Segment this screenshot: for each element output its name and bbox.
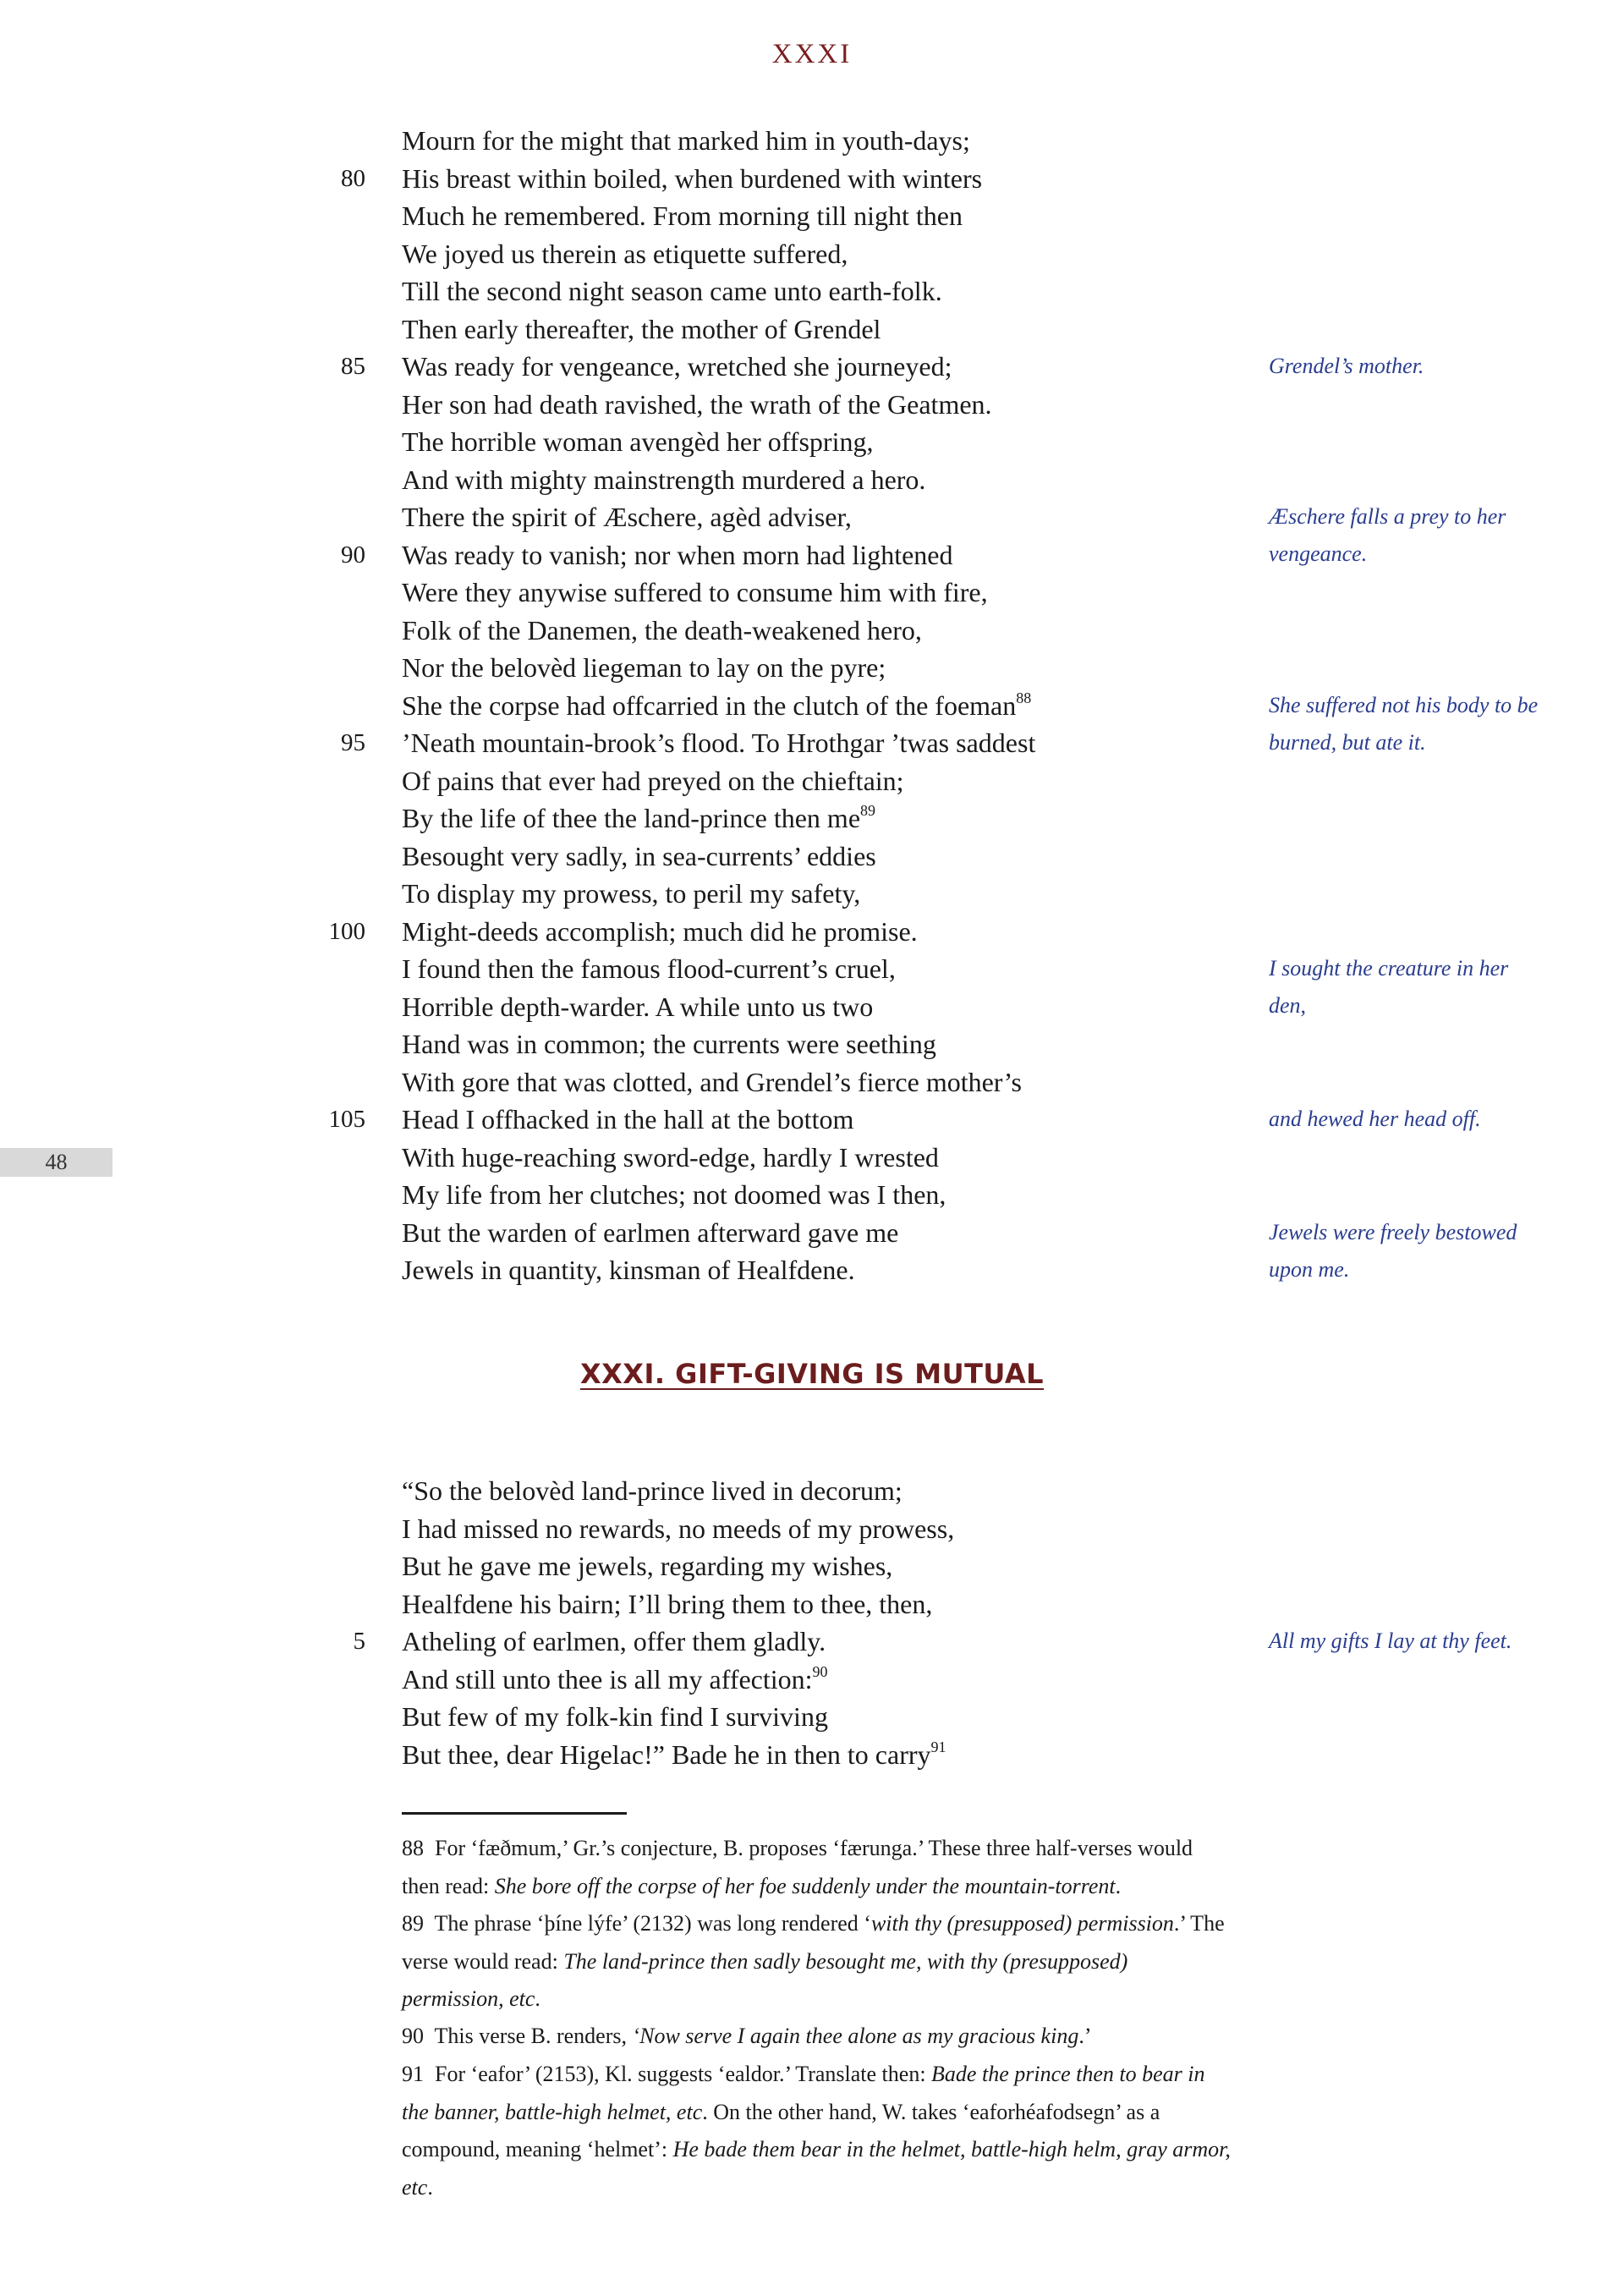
- marginal-gloss: and hewed her head off.: [1269, 1107, 1481, 1131]
- verse-line: [0, 762, 1624, 799]
- marginal-gloss: Jewels were freely bestowed upon me.: [1269, 1219, 1517, 1282]
- verse-text-content: My life from her clutches; not doomed was I then,: [402, 1179, 946, 1210]
- verse-text: [402, 1698, 828, 1735]
- verse-line: [0, 310, 1624, 348]
- footnote-text: For ‘fæðmum,’ Gr.’s conjecture, B. proposes ‘færunga.’ These three half-verses would then read:: [402, 1836, 1193, 1898]
- verse-text: [402, 612, 922, 649]
- verse-text: [402, 649, 886, 686]
- verse-text: [402, 461, 925, 498]
- verse-text: [402, 988, 873, 1025]
- verse-text: [402, 1139, 939, 1176]
- verse-text-content: “So the belovèd land-prince lived in decorum;: [402, 1475, 903, 1506]
- verse-text: [402, 1063, 1022, 1101]
- verse-text-content: Jewels in quantity, kinsman of Healfdene.: [402, 1255, 855, 1285]
- verse-text: [402, 1176, 946, 1213]
- line-number: 85: [341, 353, 365, 380]
- verse-text-content: I had missed no rewards, no meeds of my prowess,: [402, 1513, 955, 1544]
- footnote-end: .: [535, 1986, 540, 2011]
- verse-text-content: Nor the belovèd liegeman to lay on the pyre;: [402, 652, 886, 683]
- verse-text-content: Head I offhacked in the hall at the bottom: [402, 1104, 854, 1134]
- verse-text: [402, 1661, 828, 1698]
- verse-text-content: Much he remembered. From morning till night then: [402, 200, 963, 231]
- verse-text: [402, 536, 952, 574]
- footnote-marker[interactable]: 88: [1016, 689, 1032, 706]
- verse-text-content: Till the second night season came unto earth-folk.: [402, 276, 942, 306]
- footnote-90: [402, 2018, 1231, 2056]
- footnote-number: 91: [402, 2062, 424, 2086]
- verse-line: [0, 1063, 1624, 1101]
- verse-line: [0, 122, 1624, 159]
- verse-line: [0, 1139, 1624, 1176]
- footnote-italic: Bade the prince then to bear in the banner, battle-high helmet, etc: [402, 2062, 1205, 2124]
- footnote-italic: ‘Now serve I again thee alone as my gracious king: [632, 2024, 1079, 2048]
- line-number: 100: [328, 917, 365, 945]
- verse-line: [0, 160, 1624, 197]
- verse-text: [402, 1472, 903, 1509]
- verse-text: [402, 122, 970, 159]
- footnote-text: The phrase ‘þíne lýfe’ (2132) was long rendered ‘: [434, 1911, 871, 1936]
- footnote-89: [402, 1905, 1231, 2019]
- verse-text-content: Her son had death ravished, the wrath of the Geatmen.: [402, 388, 992, 420]
- verse-line: [0, 386, 1624, 423]
- verse-line: [0, 197, 1624, 234]
- verse-line: [0, 799, 1624, 837]
- verse-line: [0, 1176, 1624, 1213]
- verse-text: [402, 1214, 898, 1251]
- page-number: 48: [0, 1148, 112, 1177]
- verse-text-content: But the warden of earlmen afterward gave me: [402, 1217, 899, 1248]
- marginal-gloss: Grendel’s mother.: [1269, 354, 1424, 378]
- footnote-italic-2: He bade them bear in the helmet, battle-high helm, gray armor, etc: [402, 2137, 1231, 2200]
- marginal-gloss: Æschere falls a prey to her vengeance.: [1269, 504, 1506, 566]
- verse-text-content: Were they anywise suffered to consume him with fire,: [402, 577, 988, 607]
- verse-line: [0, 461, 1624, 498]
- verse-text-content: To display my prowess, to peril my safety,: [402, 878, 861, 909]
- verse-text: [402, 160, 982, 197]
- verse-line: [0, 1547, 1624, 1585]
- verse-text-content: Was ready for vengeance, wretched she journeyed;: [402, 351, 952, 382]
- verse-text: [402, 310, 881, 348]
- verse-line: [0, 1510, 1624, 1547]
- footnote-italic: with thy (presupposed) permission: [870, 1911, 1174, 1936]
- verse-text-content: I found then the famous flood-current’s cruel,: [402, 953, 896, 984]
- verse-text: [402, 875, 860, 912]
- footnote-text: For ‘eafor’ (2153), Kl. suggests ‘ealdor.’ Translate then:: [435, 2062, 932, 2086]
- verse-text-content: ’Neath mountain-brook’s flood. To Hrothgar ’twas saddest: [402, 728, 1036, 758]
- line-number: 80: [341, 164, 365, 192]
- footnote-end: .’: [1078, 2024, 1092, 2048]
- verse-text: [402, 1736, 946, 1773]
- footnote-end: .: [1115, 1873, 1122, 1898]
- verse-text-content: And still unto thee is all my affection:: [402, 1663, 813, 1695]
- verse-text: [402, 498, 852, 536]
- verse-text-content: Might-deeds accomplish; much did he promise.: [402, 915, 918, 947]
- footnote-91: [402, 2056, 1231, 2206]
- marginal-gloss: All my gifts I lay at thy feet.: [1269, 1629, 1512, 1653]
- verse-line: [0, 235, 1624, 272]
- verse-text-content: Healfdene his bairn; I’ll bring them to thee, then,: [402, 1588, 933, 1619]
- marginal-gloss: I sought the creature in her den,: [1269, 956, 1509, 1018]
- verse-text: [402, 950, 896, 987]
- verse-line: [0, 423, 1624, 460]
- footnote-italic-2: The land-prince then sadly besought me, with thy (presupposed) permission, etc: [402, 1948, 1128, 2011]
- footnote-italic: She bore off the corpse of her foe suddenly under the mountain-torrent: [494, 1873, 1116, 1898]
- line-number: 95: [341, 729, 365, 756]
- footnote-text: This verse B. renders,: [434, 2024, 633, 2048]
- footnote-marker[interactable]: 91: [930, 1738, 946, 1755]
- verse-text: [402, 348, 952, 385]
- footnote-number: 90: [402, 2024, 424, 2048]
- verse-text-content: Mourn for the might that marked him in youth-days;: [402, 125, 970, 156]
- verse-line: [0, 574, 1624, 611]
- verse-line: [0, 649, 1624, 686]
- verse-line: [0, 1025, 1624, 1063]
- verse-text-content: Atheling of earlmen, offer them gladly.: [402, 1626, 826, 1656]
- verse-text: [402, 1585, 932, 1623]
- verse-text-content: But few of my folk-kin find I surviving: [402, 1701, 828, 1732]
- line-number: 105: [328, 1106, 365, 1133]
- verse-text: [402, 913, 918, 950]
- verse-line: [0, 1698, 1624, 1735]
- verse-text-content: His breast within boiled, when burdened with winters: [402, 162, 983, 194]
- verse-line: [0, 875, 1624, 912]
- verse-text: [402, 724, 1035, 761]
- verse-text-content: Of pains that ever had preyed on the chieftain;: [402, 765, 904, 796]
- verse-line: [0, 838, 1624, 875]
- verse-text: [402, 1025, 936, 1063]
- verse-line: [0, 1736, 1624, 1773]
- verse-line: [0, 272, 1624, 310]
- verse-text: [402, 838, 876, 875]
- verse-text: [402, 386, 992, 423]
- verse-line: [0, 913, 1624, 950]
- verse-text-content: But thee, dear Higelac!” Bade he in then to carry: [402, 1738, 931, 1770]
- verse-text-content: With gore that was clotted, and Grendel’s fierce mother’s: [402, 1066, 1022, 1097]
- verse-text-content: And with mighty mainstrength murdered a hero.: [402, 464, 926, 495]
- footnote-number: 89: [402, 1911, 424, 1936]
- verse-text: [402, 197, 963, 234]
- marginal-gloss: She suffered not his body to be burned, but ate it.: [1269, 692, 1539, 755]
- verse-text-content: By the life of thee the land-prince then me: [402, 803, 861, 833]
- verse-text: [402, 1547, 892, 1585]
- verse-text: [402, 423, 873, 460]
- verse-text: [402, 799, 875, 837]
- verse-text: [402, 1510, 954, 1547]
- verse-text-content: The horrible woman avengèd her offspring,: [402, 426, 874, 457]
- verse-text: [402, 272, 942, 310]
- verse-text-content: She the corpse had offcarried in the clutch of the foeman: [402, 689, 1017, 721]
- section-heading: [0, 1358, 1624, 1390]
- footnote-mid: .’ The verse would read:: [402, 1911, 1225, 1974]
- footnote-end: .: [427, 2174, 433, 2200]
- verse-line: [0, 1661, 1624, 1698]
- verse-text-content: With huge-reaching sword-edge, hardly I wrested: [402, 1141, 939, 1173]
- verse-text: [402, 235, 848, 272]
- verse-line: [0, 612, 1624, 649]
- verse-text-content: Then early thereafter, the mother of Grendel: [402, 313, 881, 344]
- verse-line: [0, 1472, 1624, 1509]
- footnote-marker[interactable]: 90: [812, 1662, 828, 1680]
- footnote-rule: [402, 1812, 627, 1815]
- verse-text-content: But he gave me jewels, regarding my wishes,: [402, 1551, 893, 1581]
- verse-text-content: Folk of the Danemen, the death-weakened hero,: [402, 614, 922, 645]
- verse-text: [402, 574, 988, 611]
- verse-text: [402, 762, 904, 799]
- verse-text-content: Hand was in common; the currents were seething: [402, 1029, 936, 1059]
- verse-text-content: There the spirit of Æschere, agèd adviser,: [402, 502, 852, 532]
- verse-text-content: We joyed us therein as etiquette suffered,: [402, 238, 848, 269]
- verse-text: [402, 1251, 855, 1288]
- verse-text: [402, 1623, 826, 1660]
- verse-text: [402, 1101, 853, 1138]
- verse-text: [402, 687, 1031, 724]
- line-number: 90: [341, 541, 365, 569]
- footnote-mid: . On the other hand, W. takes ‘eaforhéafodsegn’ as a compound, meaning ‘helmet’:: [402, 2099, 1160, 2161]
- footnote-88: [402, 1830, 1231, 1905]
- verse-line: [0, 1585, 1624, 1623]
- footnote-marker[interactable]: 89: [860, 802, 876, 819]
- verse-text-content: Besought very sadly, in sea-currents’ eddies: [402, 840, 876, 871]
- verse-text-content: Was ready to vanish; nor when morn had lightened: [402, 539, 953, 570]
- verse-text-content: Horrible depth-warder. A while unto us two: [402, 991, 874, 1022]
- footnote-number: 88: [402, 1836, 424, 1860]
- line-number: 5: [353, 1628, 365, 1655]
- running-head: XXXI: [771, 39, 853, 69]
- section-heading-text: XXXI. GIFT-GIVING IS MUTUAL: [579, 1358, 1045, 1390]
